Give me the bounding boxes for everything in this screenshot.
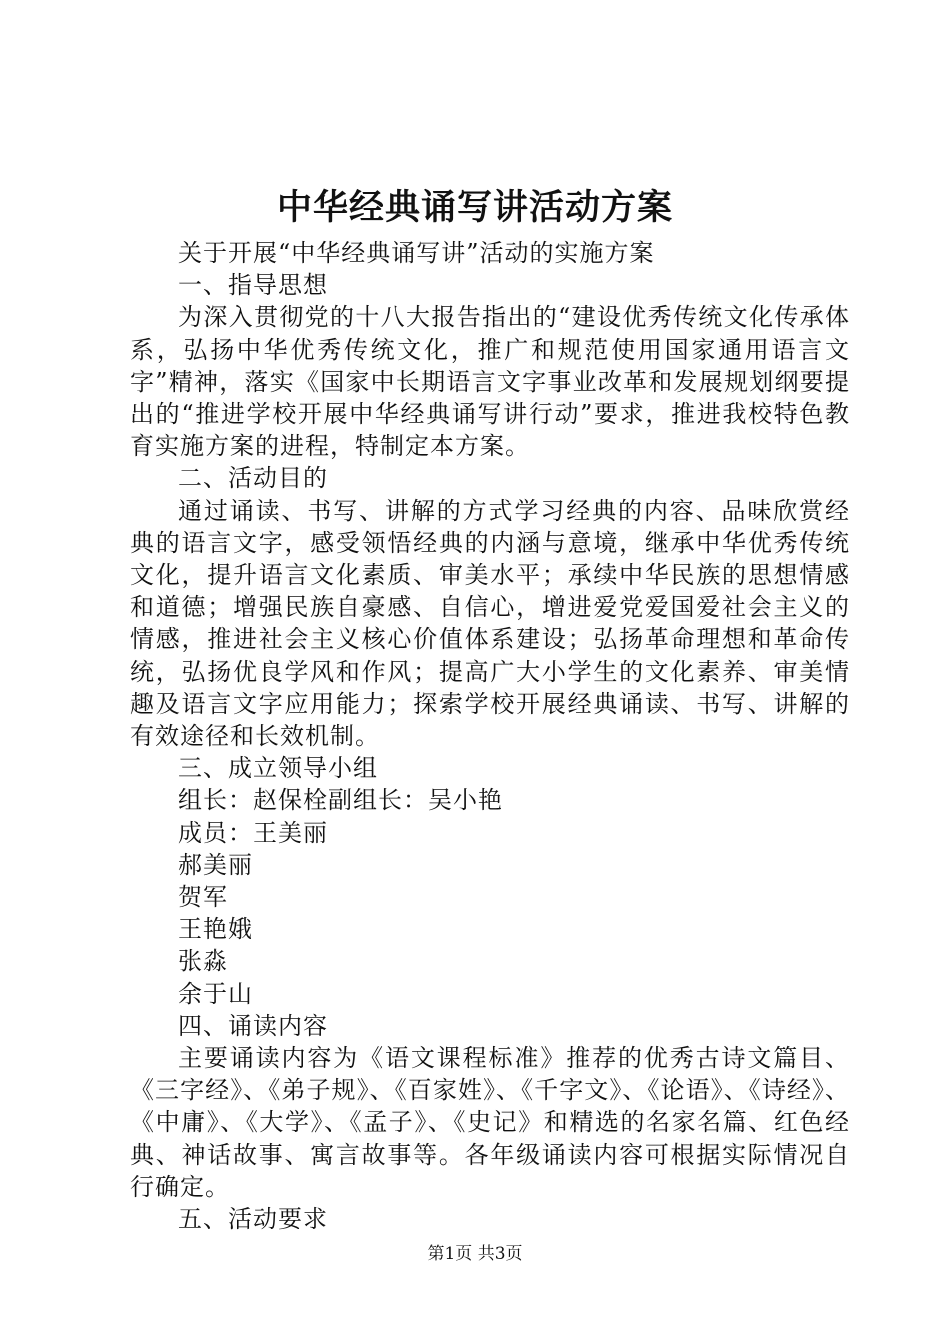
section-heading-reading-content: 四、诵读内容 — [178, 1011, 328, 1040]
member-name: 王艳娥 — [178, 915, 253, 944]
section-heading-activity-purpose: 二、活动目的 — [178, 464, 328, 493]
member-name: 张淼 — [178, 947, 228, 976]
section-paragraph-activity-purpose: 通过诵读、书写、讲解的方式学习经典的内容、品味欣赏经典的语言文字，感受领悟经典的内涵与意境，继承中华优秀传统文化，提升语言文化素质、审美水平；承续中华民族的思想情感和道德；增强民族自豪感、自信心，增进爱党爱国爱社会主义的情感，推进社会主义核心价值体系建设；弘扬革命理想和革命传统，弘扬优良学风和作风；提高广大小学生的文化素养、审美情趣及语言文字应用能力；探索学校开展经典诵读、书写、讲解的有效途径和长效机制。 — [130, 496, 850, 751]
member-name: 贺军 — [178, 883, 228, 912]
section-paragraph-reading-content: 主要诵读内容为《语文课程标准》推荐的优秀古诗文篇目、《三字经》、《弟子规》、《百家姓》、《千字文》、《论语》、《诗经》、《中庸》、《大学》、《孟子》、《史记》和精选的名家名篇、红色经典、神话故事、寓言故事等。各年级诵读内容可根据实际情况自行确定。 — [130, 1044, 850, 1201]
leaders-line: 组长：赵保栓副组长：吴小艳 — [178, 786, 503, 815]
document-subtitle: 关于开展“中华经典诵写讲”活动的实施方案 — [178, 239, 655, 267]
member-name: 郝美丽 — [178, 850, 253, 879]
section-heading-activity-requirements: 五、活动要求 — [178, 1205, 328, 1234]
document-body — [130, 237, 850, 1235]
members-line: 成员：王美丽 — [178, 818, 328, 847]
page-footer: 第1页 共3页 — [427, 1244, 523, 1264]
section-heading-guiding-ideology: 一、指导思想 — [178, 271, 328, 300]
section-paragraph-guiding-ideology: 为深入贯彻党的十八大报告指出的“建设优秀传统文化传承体系，弘扬中华优秀传统文化，推广和规范使用国家通用语言文字”精神，落实《国家中长期语言文字事业改革和发展规划纲要提出的“推进学校开展中华经典诵写讲行动”要求，推进我校特色教育实施方案的进程，特制定本方案。 — [130, 303, 850, 461]
document-title: 中华经典诵写讲活动方案 — [276, 187, 673, 228]
member-name: 余于山 — [178, 979, 253, 1008]
section-heading-leadership-group: 三、成立领导小组 — [178, 754, 378, 783]
